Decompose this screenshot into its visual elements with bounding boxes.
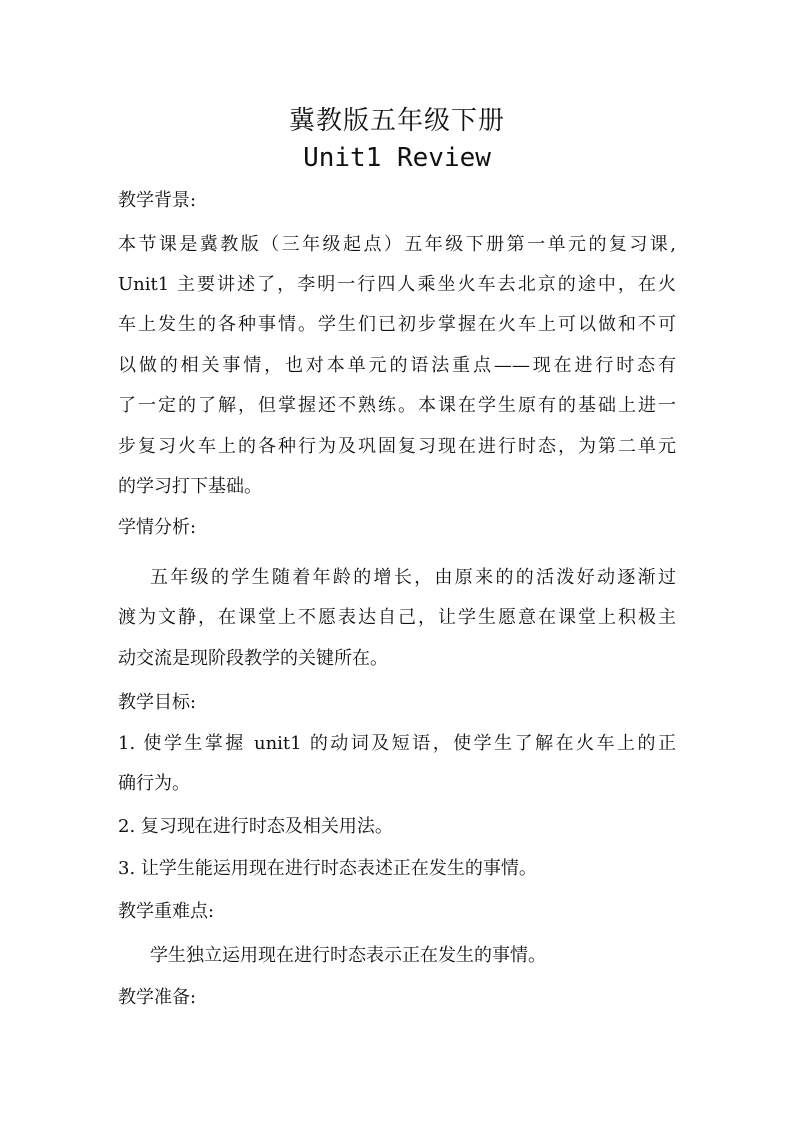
- background-line: 以做的相关事情，也对本单元的语法重点——现在进行时态有: [118, 355, 676, 376]
- background-line: Unit1 主要讲述了，李明一行四人乘坐火车去北京的途中，在火: [118, 274, 676, 295]
- analysis-line: 渡为文静，在课堂上不愿表达自己，让学生愿意在课堂上积极主: [118, 607, 676, 628]
- analysis-heading: 学情分析:: [118, 517, 197, 538]
- analysis-line: 五年级的学生随着年龄的增长，由原来的的活泼好动逐渐过: [150, 567, 676, 588]
- background-heading: 教学背景:: [118, 190, 197, 211]
- document-subtitle: Unit1 Review: [303, 143, 491, 173]
- preparation-heading: 教学准备:: [118, 987, 197, 1008]
- key-points-heading: 教学重难点:: [118, 901, 215, 922]
- background-line: 本节课是冀教版（三年级起点）五年级下册第一单元的复习课,: [118, 234, 676, 255]
- analysis-line: 动交流是现阶段教学的关键所在。: [118, 648, 388, 669]
- goal-item: 2. 复习现在进行时态及相关用法。: [118, 816, 393, 837]
- background-line: 车上发生的各种事情。学生们已初步掌握在火车上可以做和不可: [118, 314, 676, 335]
- document-title: 冀教版五年级下册: [288, 106, 505, 136]
- goal-item: 确行为。: [118, 773, 190, 794]
- key-points-line: 学生独立运用现在进行时态表示正在发生的事情。: [150, 945, 546, 966]
- goal-item: 1. 使学生掌握 unit1 的动词及短语，使学生了解在火车上的正: [118, 733, 676, 754]
- background-line: 步复习火车上的各种行为及巩固复习现在进行时态，为第二单元: [118, 436, 676, 457]
- goals-heading: 教学目标:: [118, 692, 197, 713]
- goal-item: 3. 让学生能运用现在进行时态表述正在发生的事情。: [118, 858, 537, 879]
- background-line: 的学习打下基础。: [118, 476, 262, 497]
- background-line: 了一定的了解，但掌握还不熟练。本课在学生原有的基础上进一: [118, 395, 676, 416]
